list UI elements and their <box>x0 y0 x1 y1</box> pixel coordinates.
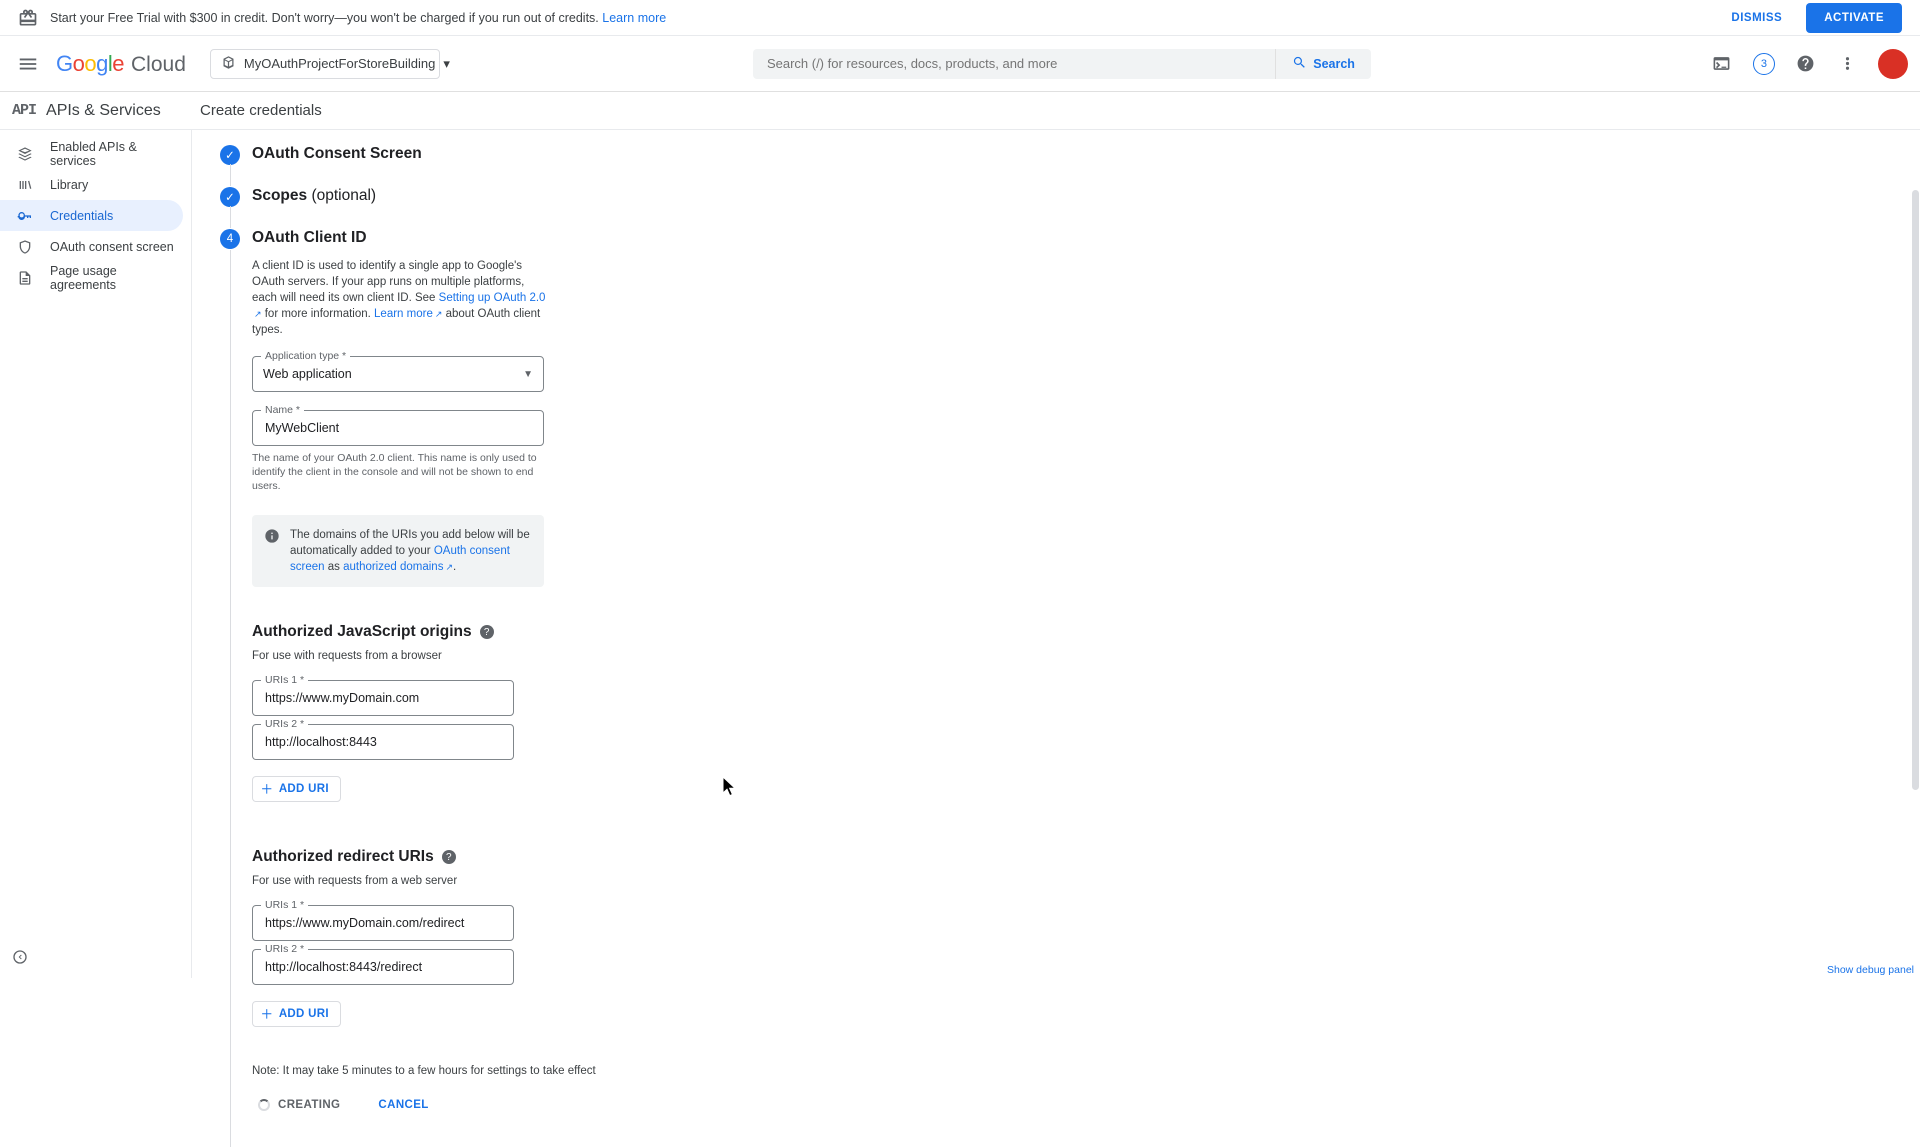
setting-up-oauth-link[interactable]: Setting up OAuth 2.0 ↗ <box>252 292 545 320</box>
search-icon <box>1292 55 1307 73</box>
project-selector[interactable] <box>210 49 450 79</box>
add-js-origin-uri-button[interactable] <box>252 776 341 802</box>
redirect-uri-1-input[interactable] <box>263 915 503 931</box>
free-trial-banner <box>0 0 1920 36</box>
client-id-description-part2: for more information. <box>261 308 375 320</box>
dismiss-button[interactable]: DISMISS <box>1721 4 1792 32</box>
cancel-button[interactable]: CANCEL <box>372 1093 434 1117</box>
js-origin-uri-2-input[interactable] <box>263 734 503 750</box>
oauth-client-id-body <box>252 248 1920 1141</box>
sidebar-item-credentials[interactable] <box>0 200 183 231</box>
help-icon[interactable]: ? <box>442 850 456 864</box>
product-header <box>0 92 1920 130</box>
info-text-part2: as <box>324 561 344 573</box>
agreement-icon <box>16 269 34 287</box>
project-icon <box>221 55 236 73</box>
dashboard-icon <box>16 145 34 163</box>
oauth-consent-screen-link[interactable]: OAuth consent screen <box>290 545 510 573</box>
search-button-label: Search <box>1313 56 1355 71</box>
step-title-text: Scopes <box>252 187 308 204</box>
loading-spinner-icon <box>258 1099 270 1111</box>
step-title <box>252 186 1920 206</box>
js-origin-uri-1-input[interactable] <box>263 690 503 706</box>
redirect-uri-2-field[interactable] <box>252 943 514 985</box>
scrollbar-thumb[interactable] <box>1912 190 1919 790</box>
cloud-shell-icon[interactable] <box>1702 44 1742 84</box>
cloud-wordmark: Cloud <box>131 52 186 76</box>
js-origin-uri-2-label: URIs 2 * <box>261 718 308 730</box>
trial-banner-actions <box>1721 3 1902 33</box>
js-origin-uri-1-label: URIs 1 * <box>261 674 308 686</box>
help-icon[interactable]: ? <box>480 625 494 639</box>
chevron-down-icon: ▾ <box>443 55 450 71</box>
chevron-down-icon: ▼ <box>523 368 533 380</box>
search-input[interactable] <box>765 55 1263 72</box>
redirect-uri-2-label: URIs 2 * <box>261 943 308 955</box>
form-actions <box>252 1093 1920 1137</box>
content-scrollbar[interactable] <box>1910 130 1920 978</box>
global-search <box>753 49 1371 79</box>
redirect-uri-1-field[interactable] <box>252 899 514 941</box>
more-options-icon[interactable] <box>1828 44 1868 84</box>
add-uri-label: ADD URI <box>278 783 329 795</box>
sidebar-item-enabled-apis[interactable] <box>0 138 183 169</box>
sidebar-item-page-usage-agreements[interactable] <box>0 262 183 293</box>
js-origin-uri-2-field[interactable] <box>252 718 514 760</box>
sidebar-item-label: Library <box>50 177 89 192</box>
api-logo-icon: API <box>12 102 37 119</box>
trial-learn-more-link[interactable]: Learn more <box>602 10 667 25</box>
js-origins-title <box>252 623 1920 641</box>
client-id-description <box>252 258 552 338</box>
step-oauth-client-id <box>220 228 1920 1141</box>
hamburger-menu-icon[interactable] <box>8 44 48 84</box>
product-title: APIs & Services <box>46 101 161 119</box>
sidebar-item-label: Enabled APIs & services <box>50 139 137 168</box>
step-status-icon: ✓ <box>220 145 240 165</box>
client-id-description-part3: about OAuth client types. <box>252 308 541 336</box>
create-credentials-form <box>192 130 1920 1141</box>
add-uri-label: ADD URI <box>278 1008 329 1020</box>
help-icon[interactable] <box>1786 44 1826 84</box>
step-optional-tag: (optional) <box>311 187 377 204</box>
client-id-description-part1: A client ID is used to identify a single app to Google's OAuth servers. If your app runs on multiple platforms, each will need its own client ID. See <box>252 260 525 304</box>
collapse-left-icon[interactable] <box>12 949 28 970</box>
redirect-uri-1-label: URIs 1 * <box>261 899 308 911</box>
application-type-label: Application type * <box>261 350 350 362</box>
project-name: MyOAuthProjectForStoreBuilding <box>243 56 436 71</box>
activate-button[interactable]: ACTIVATE <box>1806 3 1902 33</box>
key-icon <box>16 207 34 225</box>
appbar-actions <box>1684 44 1908 84</box>
step-title: OAuth Client ID <box>252 229 367 246</box>
creating-button <box>252 1093 346 1117</box>
add-redirect-uri-button[interactable] <box>252 1001 341 1027</box>
sidebar-item-library[interactable] <box>0 169 183 200</box>
creating-label: CREATING <box>278 1099 341 1111</box>
step-scopes[interactable] <box>220 186 1920 206</box>
step-number-badge: 4 <box>220 229 240 249</box>
trial-banner-text <box>50 11 1721 25</box>
google-wordmark: Google <box>56 50 125 76</box>
application-type-value: Web application <box>263 367 352 381</box>
js-origins-title-text: Authorized JavaScript origins <box>252 623 472 640</box>
learn-more-link[interactable]: Learn more ↗ <box>374 308 442 320</box>
trial-banner-message: Start your Free Trial with $300 in credit. Don't worry—you won't be charged if you run out of credits. <box>50 10 599 25</box>
step-connector <box>220 206 1920 228</box>
client-name-field[interactable] <box>252 404 544 446</box>
info-icon <box>264 528 280 575</box>
consent-icon <box>16 238 34 256</box>
notifications-icon[interactable] <box>1744 44 1784 84</box>
plus-icon: ＋ <box>261 1009 273 1021</box>
step-oauth-consent-screen[interactable] <box>220 144 1920 164</box>
step-connector <box>220 164 1920 186</box>
redirect-uris-subtitle: For use with requests from a web server <box>252 875 458 887</box>
gift-icon <box>18 8 38 28</box>
redirect-uris-title-text: Authorized redirect URIs <box>252 848 434 865</box>
sidebar-item-label: Page usage agreements <box>50 263 117 292</box>
show-debug-panel-link[interactable]: Show debug panel <box>1827 964 1914 976</box>
redirect-uris-title <box>252 848 1920 866</box>
info-text-part1: The domains of the URIs you add below will be automatically added to your <box>290 529 530 557</box>
top-app-bar <box>0 36 1920 92</box>
main-content <box>192 130 1920 1111</box>
search-input-wrapper[interactable] <box>753 49 1275 79</box>
library-icon <box>16 176 34 194</box>
settings-note: Note: It may take 5 minutes to a few hours for settings to take effect <box>252 1065 596 1077</box>
sidebar-item-label: Credentials <box>50 208 114 223</box>
product-identity <box>0 102 192 120</box>
js-origins-subtitle: For use with requests from a browser <box>252 650 442 662</box>
client-name-input[interactable] <box>263 420 533 436</box>
plus-icon: ＋ <box>261 784 273 796</box>
info-text-part3: . <box>453 561 457 573</box>
domains-info-note <box>252 515 544 587</box>
authorized-domains-link[interactable]: authorized domains ↗ <box>343 561 453 573</box>
search-button[interactable] <box>1275 49 1371 79</box>
step-status-icon: ✓ <box>220 187 240 207</box>
domains-info-text <box>290 527 530 575</box>
client-name-label: Name * <box>261 404 304 416</box>
redirect-uri-2-input[interactable] <box>263 959 503 975</box>
body-wrapper <box>0 130 1920 1111</box>
sidebar-item-label: OAuth consent screen <box>50 239 174 254</box>
sidebar-item-oauth-consent-screen[interactable] <box>0 231 183 262</box>
sidebar <box>0 130 192 978</box>
js-origin-uri-1-field[interactable] <box>252 674 514 716</box>
step-title: OAuth Consent Screen <box>252 145 422 162</box>
avatar[interactable] <box>1878 49 1908 79</box>
google-cloud-logo[interactable] <box>56 51 186 77</box>
page-title: Create credentials <box>200 102 322 119</box>
client-name-helper: The name of your OAuth 2.0 client. This name is only used to identify the client in the console and will not be shown to end users. <box>252 452 537 492</box>
application-type-select[interactable] <box>252 350 544 392</box>
step-line <box>230 250 231 1147</box>
notification-count: 3 <box>1753 53 1775 75</box>
